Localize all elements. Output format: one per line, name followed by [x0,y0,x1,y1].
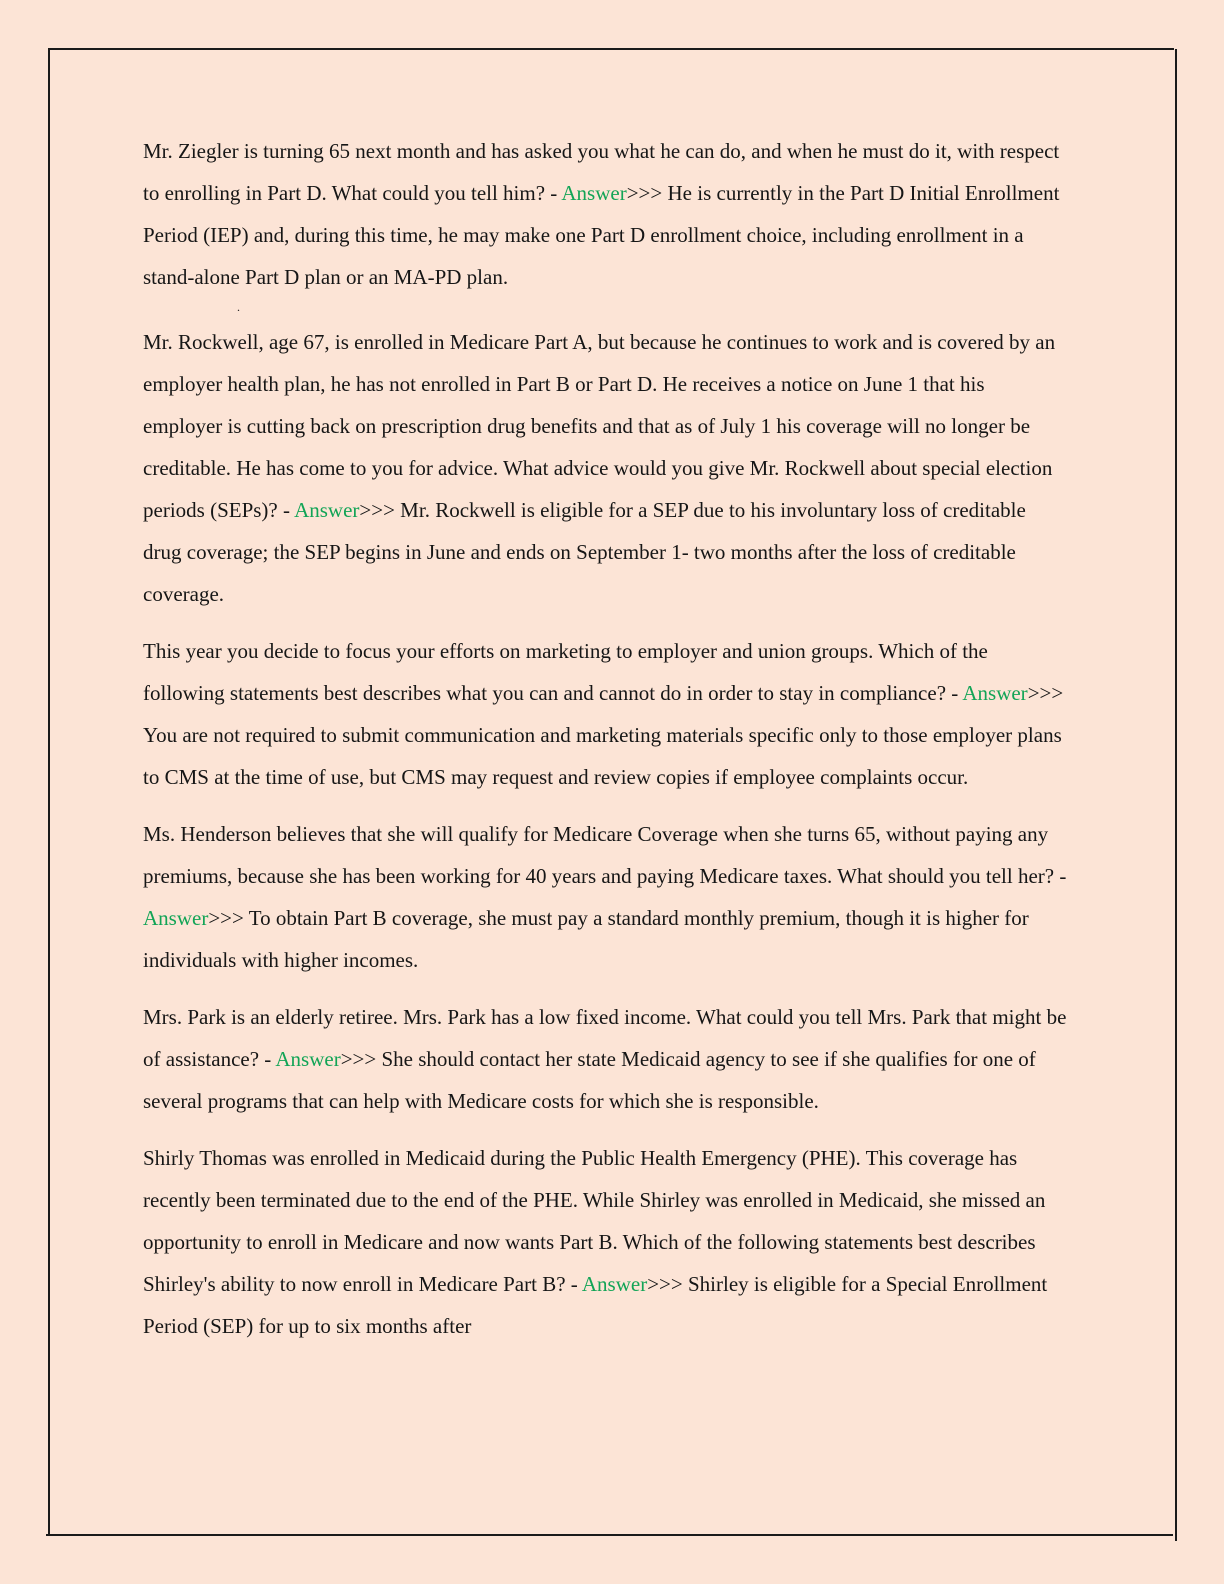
page-border-bottom [46,1534,1173,1536]
question-text: Shirly Thomas was enrolled in Medicaid during the Public Health Emergency (PHE). This coverage has recently been terminated due to the end of the PHE. While Shirley was enrolled in Medicaid, she missed an opportunity to enroll in Medicare and now wants Part B. Which of the following statements best describes Shirley's ability to now enroll in Medicare Part B? - [143,1146,1046,1296]
answer-label: Answer [143,906,209,930]
qa-paragraph-2 [143,321,1067,615]
qa-paragraph-6 [143,1137,1067,1347]
qa-paragraph-3 [143,630,1067,798]
answer-text: >>> You are not required to submit communication and marketing materials specific only to those employer plans to CMS at the time of use, but CMS may request and review copies if employee complaints occur. [143,681,1064,789]
qa-paragraph-5 [143,996,1067,1122]
page-border-left [48,48,50,1536]
answer-text: >>> Mr. Rockwell is eligible for a SEP due to his involuntary loss of creditable drug coverage; the SEP begins in June and ends on September 1- two months after the loss of creditable coverage. [143,498,1026,606]
answer-text: >>> She should contact her state Medicaid agency to see if she qualifies for one of several programs that can help with Medicare costs for which she is responsible. [143,1047,1036,1113]
answer-text: >>> To obtain Part B coverage, she must pay a standard monthly premium, though it is higher for individuals with higher incomes. [143,906,1029,972]
answer-text: >>> He is currently in the Part D Initial Enrollment Period (IEP) and, during this time, he may make one Part D enrollment choice, including enrollment in a stand-alone Part D plan or an MA-PD plan. [143,181,1060,289]
answer-label: Answer [294,498,360,522]
page-border-top [48,48,1174,50]
answer-label: Answer [962,681,1028,705]
answer-label: Answer [275,1047,341,1071]
question-text: Ms. Henderson believes that she will qualify for Medicare Coverage when she turns 65, without paying any premiums, because she has been working for 40 years and paying Medicare taxes. What should you tell her? - [143,822,1067,888]
qa-paragraph-1 [143,130,1067,298]
question-text: Mrs. Park is an elderly retiree. Mrs. Park has a low fixed income. What could you tell Mrs. Park that might be of assistance? - [143,1005,1067,1071]
question-text: Mr. Rockwell, age 67, is enrolled in Medicare Part A, but because he continues to work and is covered by an employer health plan, he has not enrolled in Part B or Part D. He receives a notice on June 1 that his employer is cutting back on prescription drug benefits and that as of July 1 his coverage will no longer be creditable. He has come to you for advice. What advice would you give Mr. Rockwell about special election periods (SEPs)? - [143,330,1056,522]
question-text: Mr. Ziegler is turning 65 next month and has asked you what he can do, and when he must do it, with respect to enrolling in Part D. What could you tell him? - [143,139,1060,205]
qa-paragraph-4 [143,813,1067,981]
answer-text: >>> Shirley is eligible for a Special Enrollment Period (SEP) for up to six months after [143,1272,1048,1338]
answer-label: Answer [561,181,627,205]
page-border-right [1175,49,1177,1541]
document-body [143,130,1067,1362]
question-text: This year you decide to focus your efforts on marketing to employer and union groups. Which of the following statements best describes what you can and cannot do in order to stay in compliance? - [143,639,988,705]
stray-period: . [237,300,240,314]
answer-label: Answer [581,1272,648,1296]
